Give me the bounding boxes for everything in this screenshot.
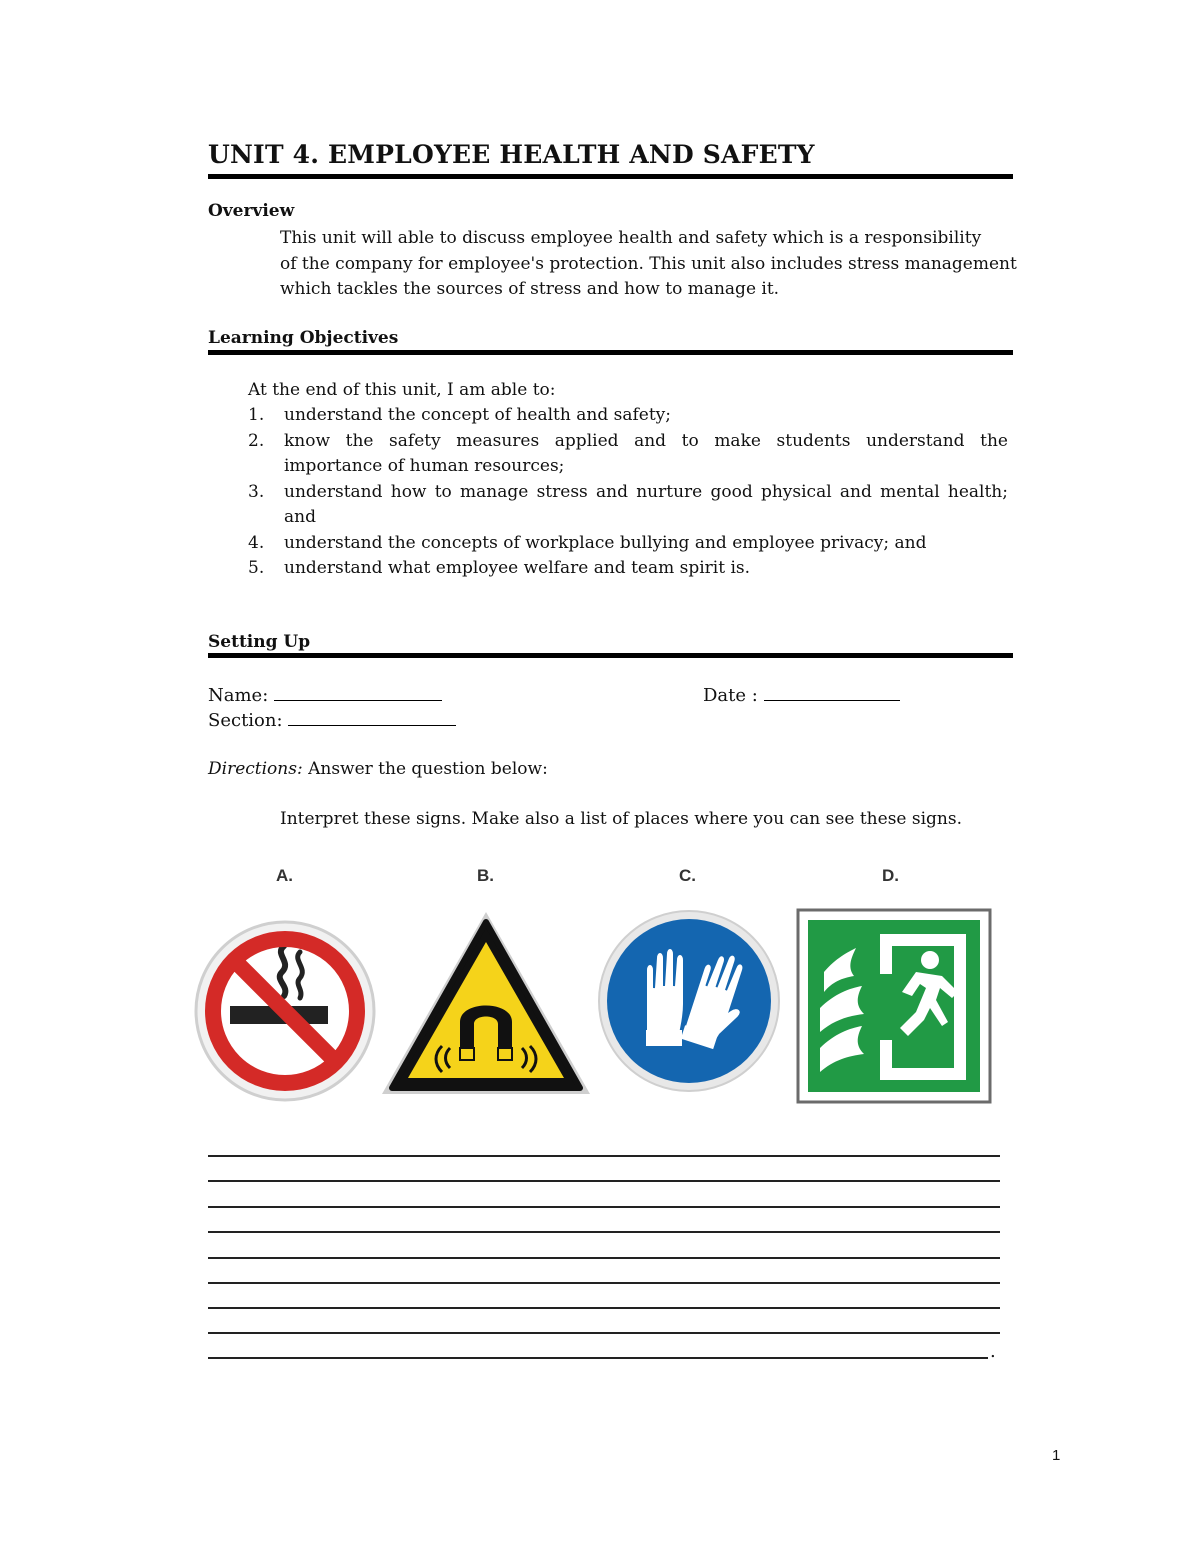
item-text: understand the concepts of workplace bullying and employee privacy; and [284,532,927,553]
answer-line[interactable] [208,1206,1000,1208]
magnetic-field-warning-sign-icon [378,908,594,1100]
directions [208,757,548,783]
unit-title: UNIT 4. EMPLOYEE HEALTH AND SAFETY [208,140,815,169]
answer-line[interactable] [208,1155,1000,1157]
instruction-text: Interpret these signs. Make also a list of places where you can see these signs. [280,809,963,829]
name-field [208,682,442,706]
date-blank[interactable] [764,682,900,701]
overview-text [280,226,1070,303]
directions-text: Answer the question below: [302,759,548,779]
setting-up-rule [208,653,1013,658]
list-item [248,429,1008,480]
list-item [248,480,1008,531]
item-number: 1. [248,405,265,425]
answer-line[interactable] [208,1231,1000,1233]
overview-heading: Overview [208,201,295,221]
item-text: understand the concept of health and safety; [284,405,671,425]
objectives-heading: Learning Objectives [208,328,399,348]
sign-letter-a: A. [276,866,293,885]
answer-line[interactable] [208,1357,988,1359]
overview-line: which tackles the sources of stress and how to manage it. [280,279,780,299]
answer-line[interactable] [208,1307,1000,1309]
item-number: 2. [248,430,265,451]
item-number: 4. [248,532,265,553]
item-text: understand what employee welfare and team spirit is. [284,558,751,578]
directions-label: Directions: [208,759,303,779]
emergency-exit-sign-icon [796,908,992,1104]
answer-line[interactable] [208,1282,1000,1284]
section-field [208,707,456,731]
date-field [703,682,900,706]
title-rule [208,174,1013,179]
objectives-lead: At the end of this unit, I am able to: [248,380,556,400]
item-number: 3. [248,481,265,502]
date-label: Date : [703,685,758,706]
wear-gloves-sign-icon [596,908,782,1094]
item-number: 5. [248,558,265,578]
overview-line: of the company for employee's protection. This unit also includes stress management [280,253,1017,274]
list-item [248,531,1008,557]
no-smoking-sign-icon [192,918,378,1104]
objectives-rule [208,350,1013,355]
sign-letter-b: B. [477,866,494,885]
section-blank[interactable] [288,707,456,726]
answer-end-mark: . [990,1341,996,1362]
setting-up-heading: Setting Up [208,632,311,652]
answer-line[interactable] [208,1180,1000,1182]
name-blank[interactable] [274,682,442,701]
list-item [248,403,1008,429]
item-text: know the safety measures applied and to make students understand the importance of human resources; [284,430,1008,476]
sign-letter-d: D. [882,866,899,885]
item-text: understand how to manage stress and nurture good physical and mental health; and [284,481,1008,527]
list-item [248,556,1008,582]
section-label: Section: [208,710,283,731]
name-label: Name: [208,685,269,706]
answer-line[interactable] [208,1332,1000,1334]
answer-line[interactable] [208,1257,1000,1259]
overview-line: This unit will able to discuss employee health and safety which is a responsibility [280,228,982,248]
page-number: 1 [1052,1447,1061,1464]
objectives-list [248,403,1008,582]
sign-letter-c: C. [679,866,696,885]
